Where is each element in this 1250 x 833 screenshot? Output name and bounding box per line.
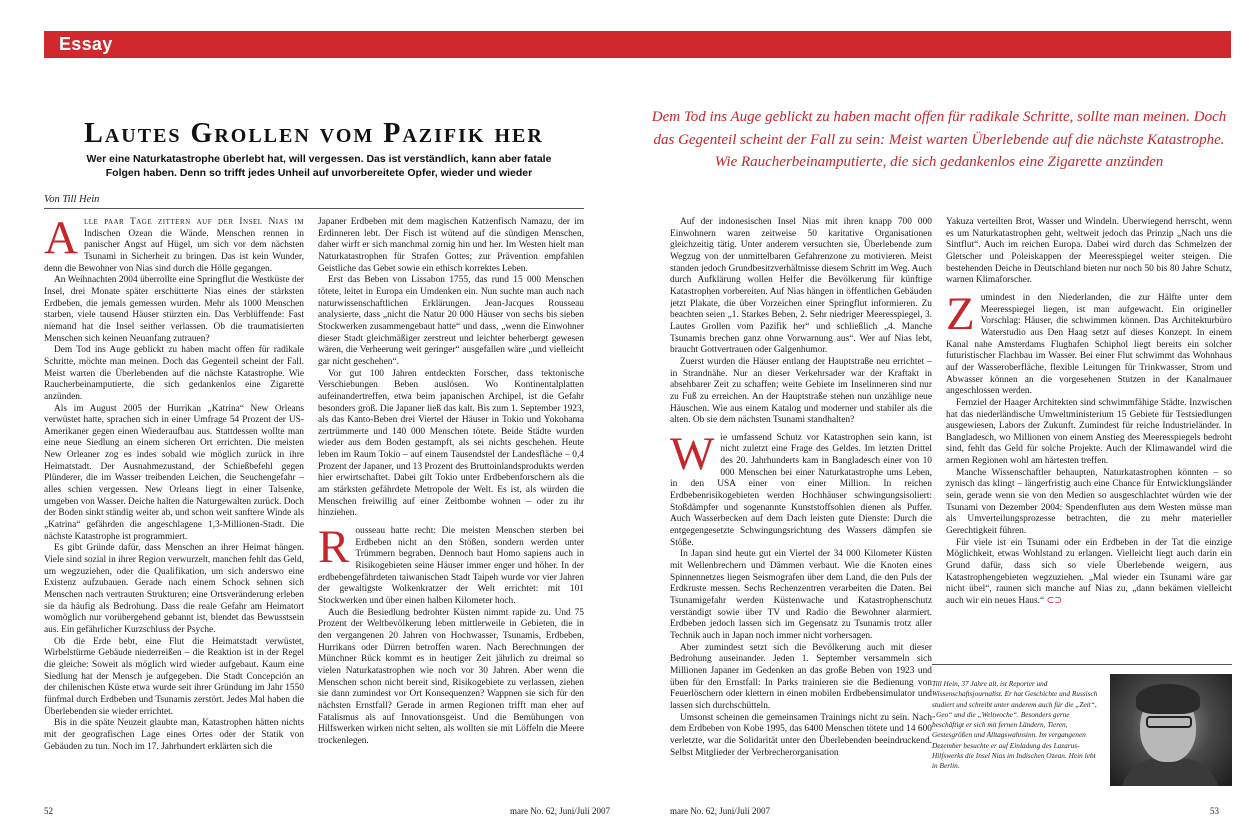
drop-cap: W xyxy=(670,427,715,480)
page-number-left: 52 xyxy=(44,806,53,816)
author-photo xyxy=(1110,674,1232,786)
paragraph: Fernziel der Haager Architekten sind schwimmfähige Städte. Inzwischen hat das niederländische Umweltministerium 15 Gebiete für Testsiedlungen ausgewiesen, Labors der Zukunft. Zumindest für reiche Industrieländer. In Bangladesch, wo Millionen von einem Anstieg des Meeresspiegels bedroht sind, fehlt das Geld für solche Projekte. Auch der Klimawandel wird die armen Regionen wohl am härtesten treffen. xyxy=(946,397,1232,467)
article-subtitle: Wer eine Naturkatastrophe überlebt hat, will vergessen. Das ist verständlich, kann aber fatale Folgen haben. Denn so trifft jedes Unheil auf unvorbereitete Opfer, wieder und wieder xyxy=(86,153,552,179)
paragraph: Es gibt Gründe dafür, dass Menschen an ihrer Heimat hängen. Viele sind sozial in ihrer Region verwurzelt, manchen fehlt das Geld, um wegzuziehen, oder die Qualifikation, um sich anderswo eine Existenz aufzubauen. Gerade nach einem Schock sehnen sich Menschen nach vertrauten Strukturen; eine Ortsveränderung erleben sie da häufig als Bedrohung. Dass die reale Gefahr am Heimatort womöglich nur vorübergehend gebannt ist, blendet das Bewusstsein aus. Ein gefährlicher Kurzschluss der Psyche. xyxy=(44,543,304,635)
paragraph: Dem Tod ins Auge geblickt zu haben macht offen für radikale Schritte, möchte man meinen. Doch das Gegenteil scheint der Fall. Meist warten die Überlebenden auf die nächste Katastrophe. Wie Raucherbeinamputierte, die sich gedankenlos eine Zigarette anzünden. xyxy=(44,345,304,402)
paragraph: Japaner Erdbeben mit dem magischen Katzenfisch Namazu, der im Erdinneren lebt. Der Fisch ist wütend auf die sündigen Menschen, daher wirft er sich manchmal zornig hin und her. Im Westen hielt man Naturkatastrophen für Strafen Gottes; zur Prävention empfahlen Geistliche das Gebet sowie ein ethisch korrektes Leben. xyxy=(318,217,584,274)
lead-in-caps: lle paar Tage zittern auf der Insel Nias im xyxy=(83,217,304,227)
text-column-1 xyxy=(44,217,304,802)
drop-cap: R xyxy=(318,521,350,574)
paragraph: Wie umfassend Schutz vor Katastrophen sein kann, ist nicht zuletzt eine Frage des Geldes. Im letzten Drittel des 20. Jahrhunderts kam in Bangladesch einer von 10 000 Menschen bei einer Naturkatastrophe ums Leben, in den USA einer von einer Million. In reichen Erdbebenrisikogebieten werden Hochhäuser schwingungsisoliert: Stoßdämpfer und sogenannte Kunststoffsohlen dienen als Puffer. Auch Wasserbecken auf dem Dach leisten gute Dienste: Durch die entgegengesetzte Schwingungsrichtung des Wassers dämpfen sie Stöße. xyxy=(670,427,932,548)
paragraph: Yakuza verteilten Brot, Wasser und Windeln. Überwiegend herrscht, wenn es um Naturkatastrophen geht, weltweit jedoch das Prinzip „Nach uns die Sintflut“. Auch im reichen Europa. Dabei wird durch das Schmelzen der Gletscher und Poleiskappen der Meeresspiegel weiter steigen. Die bestehenden Deiche in Deutschland bieten nur noch 50 bis 80 Jahre Schutz, warnen Klimaforscher. xyxy=(946,217,1232,286)
text-column-4 xyxy=(946,217,1232,657)
lead-in-text: Indischen Ozean die Wände. Menschen rennen in panischer Angst auf Hügel, um sich vor dem nächsten Tsunami in Sicherheit zu bringen. Das ist kein Wunder, denn die Bewohner von Nias sind durch die Hölle gegangen. xyxy=(44,228,304,274)
paragraph xyxy=(44,217,304,275)
bio-rule xyxy=(932,664,1232,665)
section-label: Essay xyxy=(59,34,113,54)
paragraph: Umsonst scheinen die gemeinsamen Trainings nicht zu sein. Nach dem Erdbeben von Kobe 1995, das 6400 Menschen tötete und 14 600 verletzte, war die Solidarität unter den Überlebenden beeindruckend. Selbst Mitglieder der Verbrecherorganisation xyxy=(670,712,932,758)
header-rule xyxy=(44,208,584,209)
paragraph: Auf der indonesischen Insel Nias mit ihren knapp 700 000 Einwohnern waren zeitweise 50 karitative Organisationen gleichzeitig tätig. Unter anderem versuchten sie, Überlebende zum Wegzug von der unmittelbaren Gefahrenzone zu motivieren. Meist standen jedoch Grundbesitzverhältnisse diesem Schritt im Weg. Auch durch Aufklärung wollen Helfer die Bevölkerung für künftige Katastrophen vorbereiten. Auf Nias hängen in öffentlichen Gebäuden jetzt Plakate, die über Vorzeichen einer Springflut informieren. Zu beachten seien „1. Starkes Beben, 2. Sehr niedriger Meeresspiegel, 3. Lautes Grollen vom Pazifik her“ und schließlich „4. Manche Tsunamis brechen ganz ohne Vorwarnung aus“. Wer auf Nias lebt, braucht Gottvertrauen oder Galgenhumor. xyxy=(670,217,932,356)
photo-shoulders xyxy=(1120,758,1220,786)
paragraph: Für viele ist ein Tsunami oder ein Erdbeben in der Tat die einzige Möglichkeit, etwas Wohlstand zu erlangen. Vielleicht liegt auch darin ein Grund dafür, dass sich so viele Überlebende weigern, aus Katastrophengebieten wegzuziehen. „Mal wieder ein Tsunami wäre gar nicht übel“, raunen sich manche auf Nias zu, „dann bekämen vielleicht auch wir ein neues Haus.“ ⊂⊃ xyxy=(946,537,1232,606)
issue-line-right: mare No. 62, Juni/Juli 2007 xyxy=(670,806,770,816)
drop-cap: A xyxy=(44,217,78,264)
article-title: Lautes Grollen vom Pazifik her xyxy=(84,118,544,149)
paragraph: An Weihnachten 2004 überrollte eine Springflut die Westküste der Insel, drei Monate später erschütterte Nias eines der stärksten Erdbeben, die jemals gemessen wurden. Mehr als 1000 Menschen starben, viele tausend Häuser stürzten ein. Das Verblüffende: Fast niemand hat die Insel seither verlassen. Ob die traumatisierten Menschen sich keinen Neuanfang zutrauen? xyxy=(44,275,304,344)
paragraph: Ob die Erde bebt, eine Flut die Heimatstadt verwüstet, Wirbelstürme Gebäude niederreißen – die Reaktion ist in der Regel die gleiche: Soweit als möglich wird wieder aufgebaut. Kaum eine Siedlung hat der Mensch je aufgegeben. Die Stadt Concepción an der chilenischen Küste etwa wurde seit ihrer Gründung im Jahr 1550 fünfmal durch Erdbeben und Tsunamis zerstört. Jedes Mal haben die Überlebenden sie wieder errichtet. xyxy=(44,636,304,717)
paragraph: Bis in die späte Neuzeit glaubte man, Katastrophen hätten nichts mit der geografischen Lage eines Ortes oder der Statik von Gebäuden zu tun. Noch im 17. Jahrhundert erklärten sich die xyxy=(44,718,304,752)
drop-cap: Z xyxy=(946,287,975,340)
pull-quote: Dem Tod ins Auge geblickt zu haben macht offen für radikale Schritte, sollte man meinen. Doch das Gegenteil scheint der Fall zu sein: Meist warten Überlebende auf die nächste Katastrophe. Wie Raucherbeinamputierte, die sich gedankenlos eine Zigarette anzünden xyxy=(651,109,1227,170)
end-mark-icon: ⊂⊃ xyxy=(1046,596,1063,606)
paragraph: Aber zumindest setzt sich die Bevölkerung auch mit dieser Bedrohung auseinander. Jeden 1. September versammeln sich Millionen Japaner im Gedenken an das große Beben von 1923 und üben für den Ernstfall: In Parks trainieren sie die Bedienung von Feuerlöschern oder klettern in einen mobilen Erdbebensimulator und lassen sich durchschütteln. xyxy=(670,642,932,711)
author-bio: Till Hein, 37 Jahre alt, ist Reporter und Wissenschaftsjournalist. Er hat Geschichte und Russisch studiert und schreibt unter anderem auch für die „Zeit“, „Geo“ und die „Weltwoche“. Besonders gerne beschäftigt er sich mit fernen Ländern, Tieren, Gestesgrößen und Alltagswahnsinn. Im vergangenen Dezember besuchte er auf Einladung des Lazarus-Hilfswerks die Insel Nias im Indischen Ozean. Hein lebt in Berlin. xyxy=(932,679,1098,771)
paragraph: Zuerst wurden die Häuser entlang der Hauptstraße neu errichtet – in Strandnähe. Nur an dieser Verkehrsader war der Kraftakt in absehbarer Zeit zu schaffen; weite Gebiete im Inselinneren sind nur zu Fuß zu erreichen. An der Hauptstraße stehen nun unzählige neue Häuschen. Wie aus einem Katalog und moderner und stabiler als die alten. Ob sie dem nächsten Tsunami standhalten? xyxy=(670,356,932,426)
photo-hair xyxy=(1136,684,1200,714)
paragraph: Auch die Besiedlung bedrohter Küsten nimmt rapide zu. Und 75 Prozent der Weltbevölkerung leben mittlerweile in Gebieten, die in den vergangenen 20 Jahren von Hochwasser, Tsunamis, Erdbeben, Hurrikans oder Dürren betroffen waren. Nach Berechnungen der Münchner Rück kommt es in heutiger Zeit jährlich zu dreimal so vielen Naturkatastrophen wie noch vor 30 Jahren. Aber wenn die Menschen schon nicht bereit sind, Risikogebiete zu verlassen, ziehen sie dann zumindest vor Ort Konsequenzen? Wappnen sie sich für den nächsten Ernstfall? Gerade in armen Regionen trifft man eher auf Fatalismus als auf Innovationsgeist. Und die Bemühungen von Hilfswerken wirken nicht selten, als wollten sie mit Löffeln die Meere trockenlegen. xyxy=(318,607,584,746)
text-column-3 xyxy=(670,217,932,802)
paragraph: Als im August 2005 der Hurrikan „Katrina“ New Orleans verwüstet hatte, sprachen sich in einer Umfrage 54 Prozent der US-Amerikaner gegen einen Wiederaufbau aus. Stattdessen wollte man eine neue Siedlung an einem sicheren Ort errichten. Die meisten New Orleaner zog es indes sobald wie möglich zurück in ihre Heimatstadt. Der Ausnahmezustand, der Schießbefehl gegen Plünderer, die im Wasser treibenden Leichen, die Seuchengefahr – alles schien vergessen. New Orleans liegt in einer Talsenke, umgeben von Wasser. Deiche halten die Naturgewalten zurück. Doch der Boden sinkt ständig weiter ab, und schon weit sanftere Winde als „Katrina“ gefährden die angeschlagene 1,3-Millionen-Stadt. Die nächste Katastrophe ist programmiert. xyxy=(44,403,304,542)
paragraph: Erst das Beben von Lissabon 1755, das rund 15 000 Menschen tötete, leitet in Europa ein Umdenken ein. Nun suchte man auch nach naturwissenschaftlichen Erklärungen. Jean-Jacques Rousseau analysierte, dass „nicht die Natur 20 000 Häuser von sechs bis sieben Stockwerken zusammengebaut hatte“ und dass, „wenn die Einwohner dieser Stadt gleichmäßiger zerstreut und leichter beherbergt gewesen wären, die Verheerung weit geringer“ ausgefallen wäre „und vielleicht gar nicht geschehen“. xyxy=(318,275,584,367)
paragraph: In Japan sind heute gut ein Viertel der 34 000 Kilometer Küsten mit Wellenbrechern und Dämmen verbaut. Wie die Knoten eines Spinnennetzes liegen Seismografen über dem Land, die den Puls der Erdkruste messen. Sechs Rechenzentren verarbeiten die Daten. Bei Tsunamigefahr werden Küstenwache und Katastrophenschutz verständigt sowie über TV und Radio die Bewohner alarmiert. Erdbeben jedoch lassen sich im Gegensatz zu Tsunamis trotz aller Technik auch in Japan noch immer nicht vorhersagen. xyxy=(670,549,932,641)
section-banner xyxy=(44,31,1231,58)
paragraph: Rousseau hatte recht: Die meisten Menschen sterben bei Erdbeben nicht an den Stößen, sondern werden unter Trümmern begraben. Dennoch baut Homo sapiens auch in Risikogebieten seine Häuser immer enger und höher. In der erdbebengefährdeten taiwanischen Stadt Taipeh wurde vor vier Jahren der gewaltigste Wolkenkratzer der Welt errichtet: mit 101 Stockwerken und über einen halben Kilometer hoch. xyxy=(318,521,584,606)
issue-line-left: mare No. 62, Juni/Juli 2007 xyxy=(510,806,610,816)
author-byline: Von Till Hein xyxy=(44,194,100,205)
photo-glasses xyxy=(1146,716,1192,728)
page-number-right: 53 xyxy=(1210,806,1219,816)
paragraph: Vor gut 100 Jahren entdeckten Forscher, dass tektonische Verschiebungen Beben auslösen. Wo Kontinentalplatten aufeinandertreffen, etwa beim japanischen Archipel, ist die Gefahr besonders groß. Die Japaner ließ das kalt. Bis zum 1. September 1923, als das Kanto-Beben drei Viertel der Häuser in Tokio und Yokohama zertrümmerte und 140 000 Menschen tötete. Beide Städte wurden wieder aus dem Boden gestampft, als sei nichts geschehen. Heute leben im Raum Tokio – auf einem Tausendstel der Landesfläche – 0,4 Prozent der Japaner, und 13 Prozent des Bruttoinlandsprodukts werden hier erwirtschaftet. Dabei gilt Tokio unter Erdbebenforschern als die am stärksten gefährdete Metropole der Welt. Es ist, als würden die Menschen freiwillig auf einer Zeitbombe wohnen – oder zu ihr hinziehen. xyxy=(318,368,584,519)
text-column-2 xyxy=(318,217,584,802)
paragraph: Zumindest in den Niederlanden, die zur Hälfte unter dem Meeresspiegel liegen, ist man aufgewacht. Ein origineller Vorschlag: Häuser, die schwimmen können. Das Architekturbüro Waterstudio aus Den Haag setzt auf dieses Konzept. In einem Kanal nahe Amsterdams Flughafen Schiphol liegt bereits ein solcher futuristischer Flachbau im Wasser. Bei einer Flut schwimmt das Wohnhaus auf der Wasseroberfläche, flexible Leitungen für Trinkwasser, Strom und Abwasser können an die vorgesehenen Stutzen in der Kanalmauer angeschlossen werden. xyxy=(946,287,1232,397)
paragraph: Manche Wissenschaftler behaupten, Naturkatastrophen könnten – so zynisch das klingt – längerfristig auch eine Chance für Entwicklungsländer sein, gerade wenn sie von den Medien so ausgeschlachtet würden wie der Tsunami von Dezember 2004: Spendenfluten aus dem Westen müsse man als Umverteilungsprozesse betrachten, die zu mehr materieller Gerechtigkeit führen. xyxy=(946,467,1232,537)
